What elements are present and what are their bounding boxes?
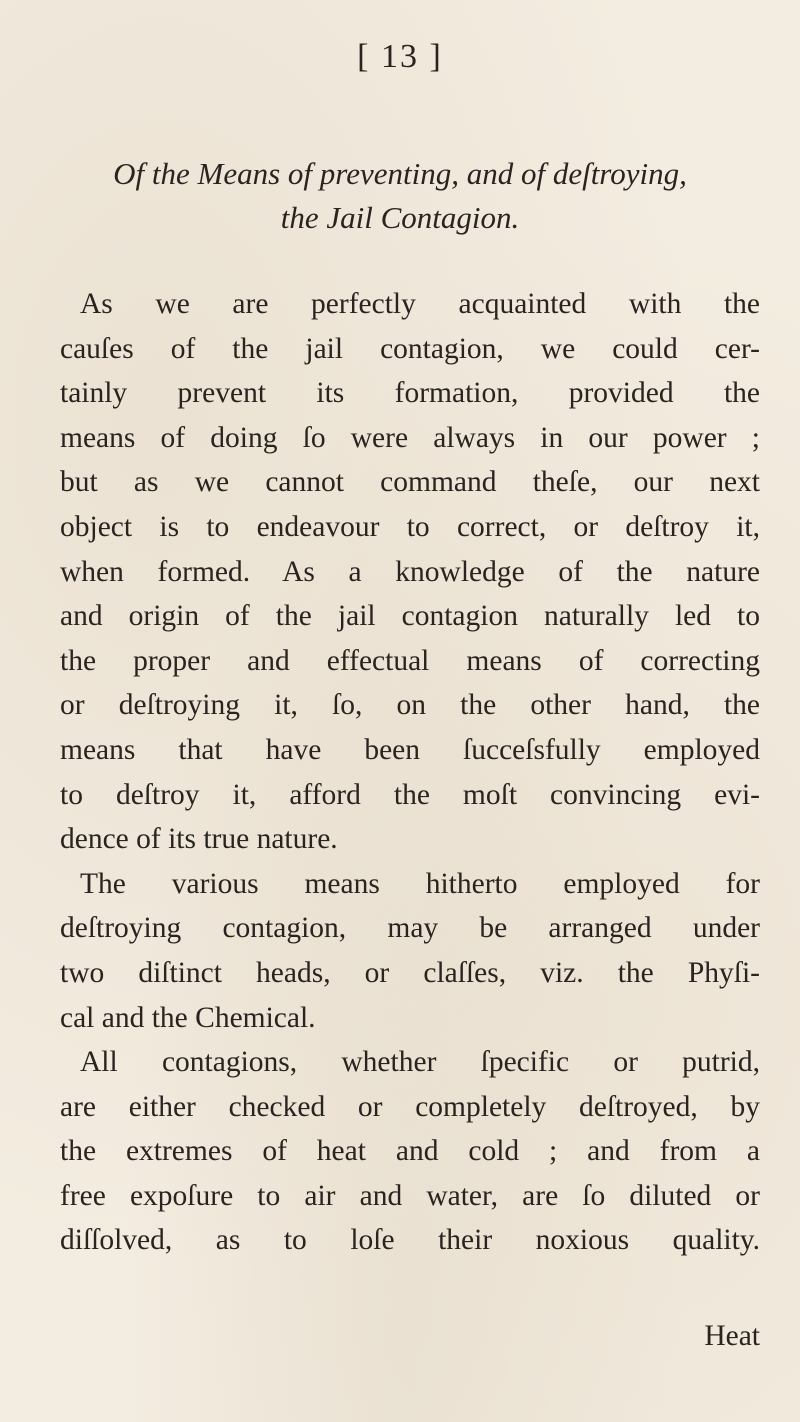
text-line: diſſolved, as to loſe their noxious quality.	[60, 1224, 760, 1257]
body-text	[60, 282, 760, 1263]
heading-line: the Jail Contagion.	[280, 200, 520, 235]
text-line: cauſes of the jail contagion, we could cer-	[60, 332, 760, 365]
text-line: two diſtinct heads, or claſſes, viz. the Phyſi-	[60, 956, 760, 989]
text-line: tainly prevent its formation, provided the	[60, 377, 760, 410]
heading-line: Of the Means of preventing, and of deſtroying,	[113, 156, 687, 191]
text-line: to deſtroy it, afford the moſt convincing evi-	[60, 778, 760, 811]
text-line: deſtroying contagion, may be arranged under	[60, 912, 760, 945]
text-line: object is to endeavour to correct, or deſtroy it,	[60, 510, 760, 543]
text-line: As we are perfectly acquainted with the	[80, 288, 760, 320]
text-line: All contagions, whether ſpecific or putrid,	[80, 1046, 760, 1079]
text-line: means of doing ſo were always in our power ;	[60, 421, 760, 454]
text-line: free expoſure to air and water, are ſo diluted or	[60, 1179, 760, 1212]
text-line: are either checked or completely deſtroyed, by	[60, 1090, 760, 1123]
page-number: [ 13 ]	[357, 38, 443, 75]
catchword: Heat	[704, 1320, 760, 1352]
text-line: and origin of the jail contagion naturally led to	[60, 600, 760, 633]
section-heading	[0, 152, 800, 240]
text-line: when formed. As a knowledge of the nature	[60, 555, 760, 588]
text-line: cal and the Chemical.	[60, 1001, 316, 1034]
text-line: the proper and effectual means of correcting	[60, 644, 760, 677]
text-line: or deſtroying it, ſo, on the other hand, the	[60, 689, 760, 722]
text-line: dence of its true nature.	[60, 823, 338, 856]
text-line: The various means hitherto employed for	[80, 867, 760, 900]
text-line: but as we cannot command theſe, our next	[60, 466, 760, 499]
text-line: means that have been ſucceſsfully employed	[60, 733, 760, 766]
text-line: the extremes of heat and cold ; and from a	[60, 1135, 760, 1168]
